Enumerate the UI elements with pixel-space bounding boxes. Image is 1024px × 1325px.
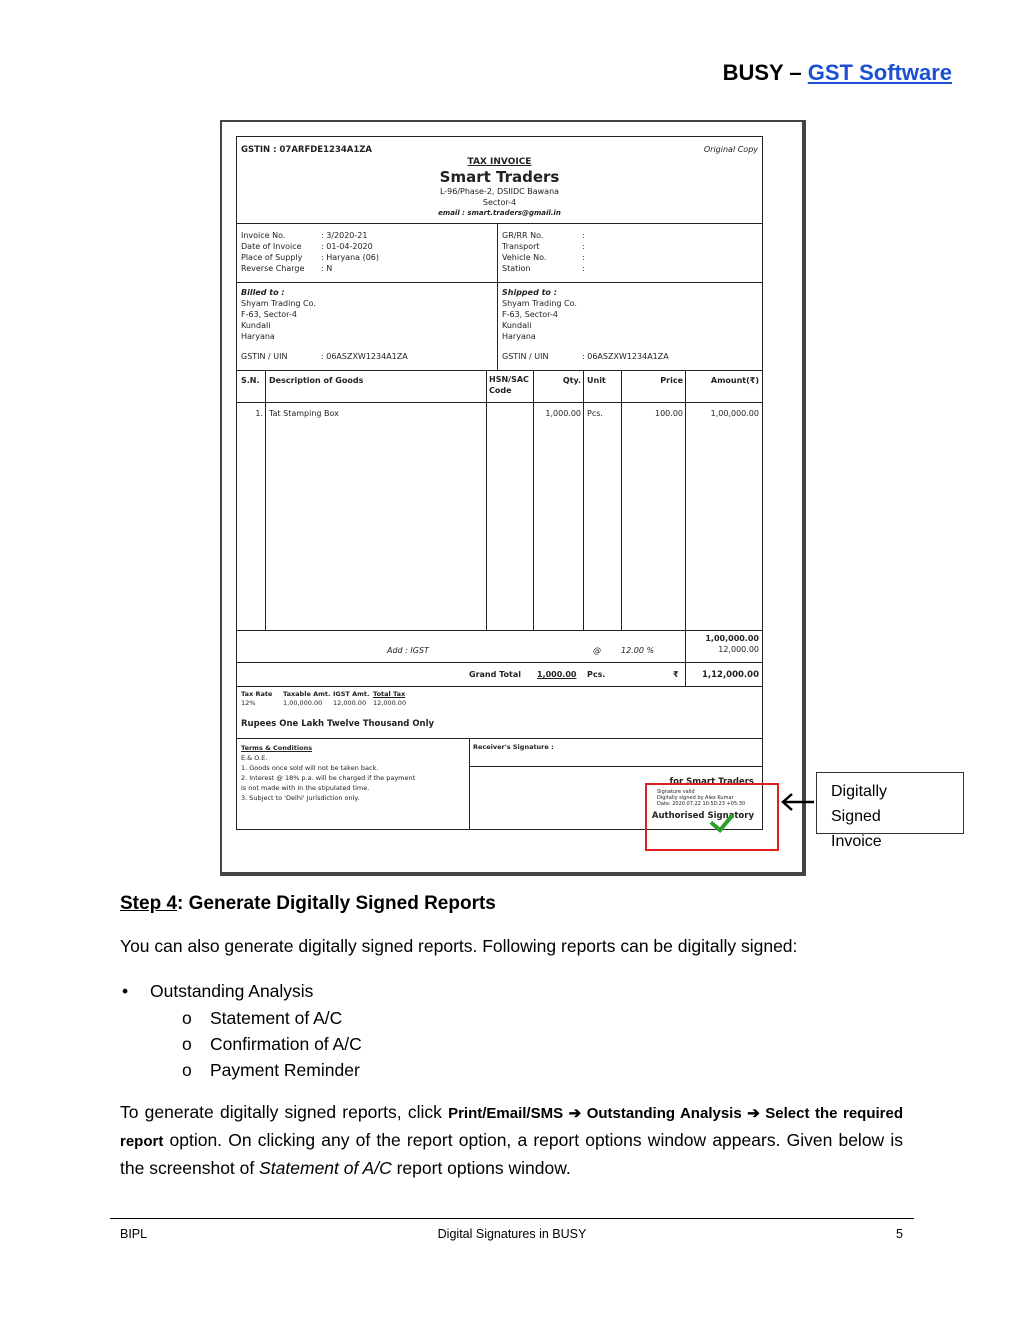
col-sn: S.N.	[241, 376, 260, 385]
tax-label: Add : IGST	[387, 646, 429, 655]
subtotal: 1,00,000.00	[705, 634, 759, 643]
item-amount: 1,00,000.00	[710, 409, 759, 418]
instructions-paragraph: To generate digitally signed reports, click Print/Email/SMS ➔ Outstanding Analysis ➔ Select the required report option. On clicking any of the report option, a report options window appears. Given below is the screenshot of Statement of A/C report options window.	[120, 1102, 904, 1178]
invoice	[236, 136, 763, 830]
callout-box	[816, 772, 964, 850]
grand-total-qty: 1,000.00	[537, 670, 577, 679]
sign-for: for Smart Traders	[669, 777, 754, 787]
grand-total-label: Grand Total	[469, 670, 521, 679]
tax-table-values: 12% 1,00,000.00 12,000.00 12,000.00	[241, 699, 407, 707]
col-desc: Description of Goods	[269, 376, 364, 385]
tax-rate: 12.00 %	[621, 646, 655, 655]
invoice-address1: L-96/Phase-2, DSIIDC Bawana	[439, 187, 560, 196]
col-amount: Amount(₹)	[710, 376, 759, 385]
billed-to: Billed to : Shyam Trading Co. F-63, Sector-4 Kundali Haryana GSTIN / UIN : 06ASZXW1234A1ZA	[241, 288, 408, 361]
arrow-left-icon	[780, 792, 816, 812]
callout-line2: Signed	[831, 808, 881, 825]
invoice-email: email : smart.traders@gmail.in	[438, 209, 561, 217]
callout-line3: Invoice	[831, 833, 882, 850]
item-price: 100.00	[655, 409, 683, 418]
terms: Terms & Conditions E.& O.E. 1. Goods once sold will not be taken back. 2. Interest @ 18% p.a. will be charged if the payment is not made with in the stipulated time. 3. Subject to 'Delhi' Jurisdiction only.	[241, 744, 416, 802]
page-number: 5	[896, 1227, 903, 1241]
grand-total-unit: Pcs.	[587, 670, 606, 679]
tax-table-headers: Tax Rate Taxable Amt. IGST Amt. Total Tax	[241, 690, 406, 698]
page-header	[723, 60, 952, 86]
invoice-gstin: GSTIN : 07ARFDE1234A1ZA	[241, 145, 373, 155]
rupee-symbol: ₹	[673, 670, 679, 679]
item-qty: 1,000.00	[545, 409, 581, 418]
invoice-address2: Sector-4	[482, 198, 517, 207]
callout-line1: Digitally	[831, 783, 888, 800]
header-link[interactable]: GST Software	[807, 60, 952, 85]
bullet-item: • Outstanding Analysis	[150, 981, 313, 1002]
col-qty: Qty.	[562, 376, 581, 385]
signature-details: Signature valid Digitally signed by Alex Kumar Date: 2020.07.22 10:50:23 +05:30	[657, 789, 746, 807]
footer-center: Digital Signatures in BUSY	[437, 1227, 587, 1241]
col-unit: Unit	[587, 376, 606, 385]
invoice-copy: Original Copy	[703, 145, 758, 154]
col-price: Price	[660, 376, 683, 385]
col-hsn: HSN/SAC Code	[489, 375, 529, 395]
invoice-screenshot	[220, 120, 806, 876]
footer-left: BIPL	[120, 1227, 148, 1241]
step-title: : Generate Digitally Signed Reports	[177, 893, 496, 914]
step-label: Step 4	[120, 893, 178, 914]
item-unit: Pcs.	[587, 409, 603, 418]
amount-in-words: Rupees One Lakh Twelve Thousand Only	[241, 719, 435, 729]
sub-item: o Payment Reminder	[210, 1060, 360, 1081]
sub-item: o Statement of A/C	[210, 1008, 342, 1029]
invoice-right-fields: GR/RR No. : Transport : Vehicle No. : Station :	[502, 231, 585, 273]
shipped-to: Shipped to : Shyam Trading Co. F-63, Sector-4 Kundali Haryana GSTIN / UIN : 06ASZXW1234A1ZA	[502, 288, 669, 361]
item-sn: 1.	[255, 409, 263, 418]
grand-total-amount: 1,12,000.00	[701, 670, 759, 680]
invoice-left-fields: Invoice No. : 3/2020-21 Date of Invoice : 01-04-2020 Place of Supply : Haryana (06) Reverse Charge : N	[241, 231, 380, 273]
header-prefix: BUSY –	[722, 60, 808, 85]
receiver-signature: Receiver's Signature :	[473, 743, 554, 751]
item-desc: Tat Stamping Box	[269, 409, 339, 418]
tax-amount: 12,000.00	[718, 645, 759, 654]
footer-divider	[110, 1218, 914, 1219]
tax-at: @	[593, 646, 601, 655]
signature-highlight-box	[645, 783, 779, 851]
step-heading	[120, 893, 496, 915]
intro-text: You can also generate digitally signed reports. Following reports can be digitally signed:	[120, 936, 798, 956]
sub-item: o Confirmation of A/C	[210, 1034, 362, 1055]
invoice-title: TAX INVOICE	[467, 157, 532, 167]
authorised-signatory: Authorised Signatory	[651, 811, 754, 821]
invoice-company: Smart Traders	[439, 168, 560, 186]
